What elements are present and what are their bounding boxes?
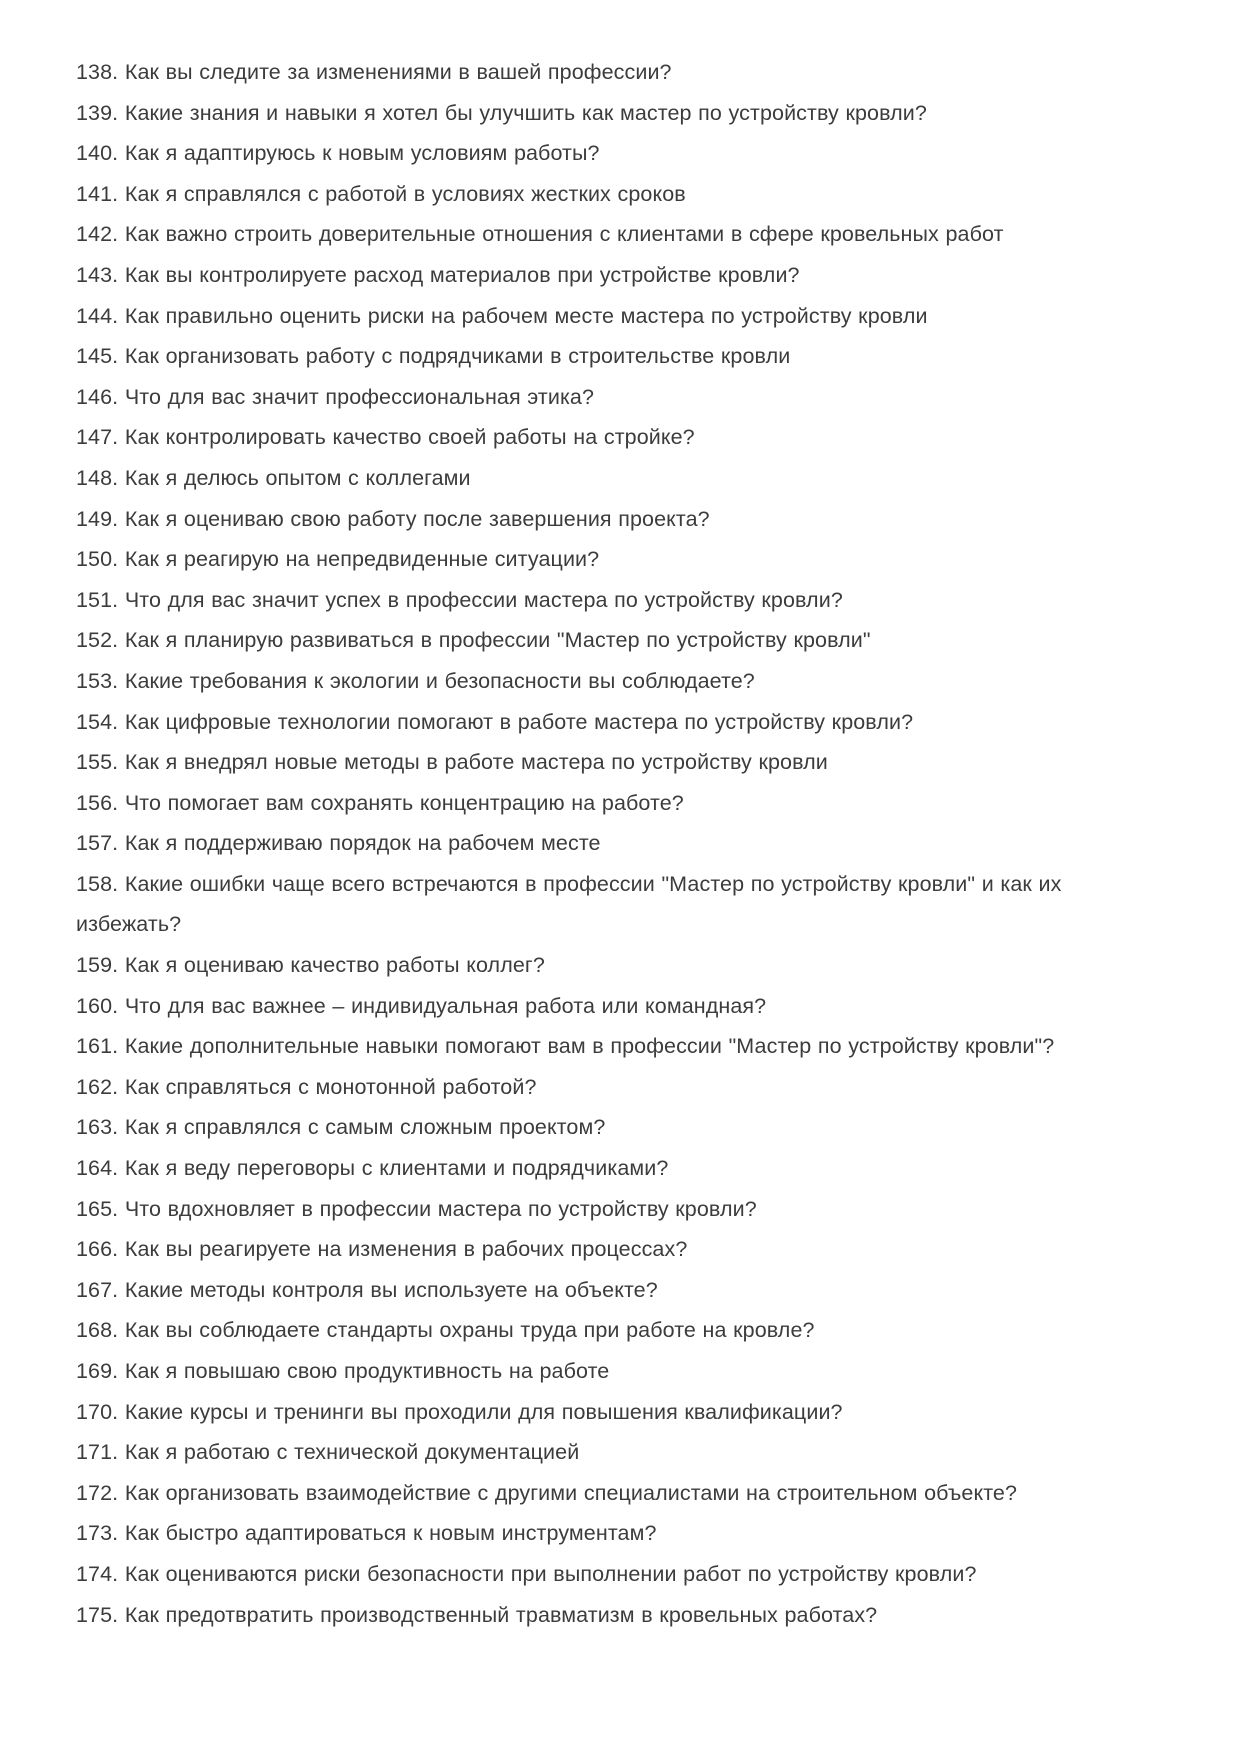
list-item: 145. Как организовать работу с подрядчиками в строительстве кровли: [76, 344, 791, 369]
list-item: 139. Какие знания и навыки я хотел бы улучшить как мастер по устройству кровли?: [76, 100, 927, 125]
list-item: 152. Как я планирую развиваться в профессии "Мастер по устройству кровли": [76, 628, 871, 653]
list-item: 170. Какие курсы и тренинги вы проходили для повышения квалификации?: [76, 1399, 843, 1424]
list-item: 158. Какие ошибки чаще всего встречаются в профессии "Мастер по устройству кровли" и как их избежать?: [76, 871, 1062, 937]
list-item: 167. Какие методы контроля вы используете на объекте?: [76, 1277, 658, 1302]
list-item: 154. Как цифровые технологии помогают в работе мастера по устройству кровли?: [76, 709, 914, 734]
list-item: 157. Как я поддерживаю порядок на рабочем месте: [76, 831, 601, 856]
list-item: 144. Как правильно оценить риски на рабочем месте мастера по устройству кровли: [76, 303, 928, 328]
list-item: 138. Как вы следите за изменениями в вашей профессии?: [76, 60, 672, 84]
list-item: 147. Как контролировать качество своей работы на стройке?: [76, 425, 695, 450]
list-item: 151. Что для вас значит успех в профессии мастера по устройству кровли?: [76, 587, 843, 612]
list-item: 161. Какие дополнительные навыки помогают вам в профессии "Мастер по устройству кровли"?: [76, 1034, 1055, 1059]
list-item: 149. Как я оцениваю свою работу после завершения проекта?: [76, 506, 710, 531]
list-item: 162. Как справляться с монотонной работой?: [76, 1074, 537, 1099]
list-item: 156. Что помогает вам сохранять концентрацию на работе?: [76, 790, 684, 815]
list-item: 153. Какие требования к экологии и безопасности вы соблюдаете?: [76, 668, 755, 693]
list-item: 150. Как я реагирую на непредвиденные ситуации?: [76, 547, 600, 572]
list-item: 172. Как организовать взаимодействие с другими специалистами на строительном объекте?: [76, 1480, 1018, 1505]
list-item: 166. Как вы реагируете на изменения в рабочих процессах?: [76, 1237, 688, 1262]
list-item: 169. Как я повышаю свою продуктивность на работе: [76, 1359, 610, 1383]
list-item: 163. Как я справлялся с самым сложным проектом?: [76, 1115, 606, 1140]
list-item: 160. Что для вас важнее – индивидуальная работа или командная?: [76, 993, 767, 1018]
list-item: 148. Как я делюсь опытом с коллегами: [76, 465, 471, 490]
list-item: 141. Как я справлялся с работой в условиях жестких сроков: [76, 181, 686, 206]
list-item: 168. Как вы соблюдаете стандарты охраны труда при работе на кровле?: [76, 1318, 815, 1343]
list-item: 175. Как предотвратить производственный травматизм в кровельных работах?: [76, 1602, 878, 1627]
list-item: 171. Как я работаю с технической документацией: [76, 1440, 580, 1465]
list-item: 146. Что для вас значит профессиональная этика?: [76, 384, 595, 409]
list-item: 143. Как вы контролируете расход материалов при устройстве кровли?: [76, 262, 800, 287]
list-item: 164. Как я веду переговоры с клиентами и подрядчиками?: [76, 1156, 669, 1181]
list-item: 155. Как я внедрял новые методы в работе мастера по устройству кровли: [76, 750, 828, 775]
list-item: 173. Как быстро адаптироваться к новым инструментам?: [76, 1521, 657, 1546]
list-item: 174. Как оцениваются риски безопасности при выполнении работ по устройству кровли?: [76, 1561, 977, 1586]
list-item: 165. Что вдохновляет в профессии мастера по устройству кровли?: [76, 1196, 757, 1221]
question-list: [76, 52, 1169, 1635]
list-item: 159. Как я оцениваю качество работы коллег?: [76, 953, 545, 978]
list-item: 142. Как важно строить доверительные отношения с клиентами в сфере кровельных работ: [76, 222, 1004, 247]
list-item: 140. Как я адаптируюсь к новым условиям работы?: [76, 141, 600, 166]
